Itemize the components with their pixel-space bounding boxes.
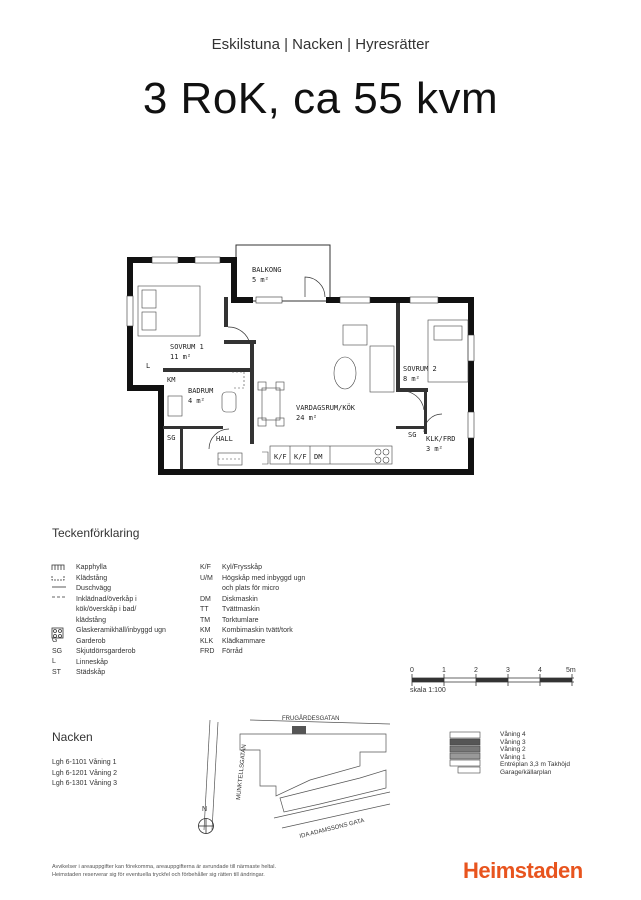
project-subtitle: Eskilstuna | Nacken | Hyresrätter [211,36,430,53]
room-name: SOVRUM 2 [403,365,437,373]
room-name: KLK/FRD [426,435,456,443]
legend-code: L [52,658,56,665]
compass-icon [197,817,215,835]
legend-text: Torktumlare [222,616,259,624]
legend-text: Förråd [222,648,243,655]
interior-walls [163,297,428,469]
legend-item [200,647,305,658]
room-sovrum-1 [170,342,204,362]
room-sovrum-2 [403,364,437,384]
legend-item [200,616,305,627]
legend-left-codes [52,636,62,678]
legend-item: klädstång [76,616,106,624]
scale-bar [404,662,584,690]
legend-item: Inklädnad/överkåp i [76,595,137,603]
north-label: N [202,806,208,813]
scale-tick: 2 [474,667,478,674]
room-area: 3 m² [426,445,443,453]
hanger-rod-icon [52,576,64,580]
room-balkong [252,265,282,285]
page-title: 3 RoK, ca 55 kvm [142,74,499,123]
legend-code: U/M [200,574,213,582]
location-title: Nacken [52,730,93,744]
legend-code: FRD [200,648,215,655]
legend-item [200,563,305,574]
legend-right-list [200,563,305,658]
legend-code: KM [200,627,211,634]
coat-rack-icon [52,565,64,570]
scale-tick: 5m [566,667,576,674]
legend-text: Klädkammare [222,637,266,645]
legend-item [200,605,305,616]
legend-text: och plats för micro [222,585,280,592]
room-area: 5 m² [252,276,269,284]
tag-kf: K/F [294,453,307,461]
legend-text: Kombimaskin tvätt/tork [222,627,293,634]
tag-sg: SG [167,434,176,442]
legend-code: SG [52,647,63,655]
room-vardagsrum [296,403,355,423]
legend-text: Högskåp med inbyggd ugn [222,574,306,582]
street-label: MUNKTELLSGATAN [236,744,248,801]
building-section [446,726,502,782]
legend-code: TT [200,606,209,613]
legend-text: Kyl/Frysskåp [222,564,263,571]
legend-item [200,574,305,585]
legend-item [200,595,305,606]
legend-code: ST [52,668,61,676]
legend-code [200,584,222,595]
scale-tick: 0 [410,667,414,674]
legend-item [200,584,305,595]
legend-code: TM [200,616,211,624]
legend-item: kök/överskåp i bad/ [76,606,137,613]
legend-code: G [52,637,58,644]
disclaimer [52,863,276,879]
scale-tick: 4 [538,667,542,674]
legend-item: Kapphylla [76,564,107,571]
room-name: SOVRUM 1 [170,343,204,351]
legend-text: Diskmaskin [222,595,258,603]
building-marker [292,726,306,734]
legend-title: Teckenförklaring [52,526,140,540]
legend-code: KLK [200,637,214,645]
level-label: Våning 1 [500,753,526,761]
tag-sg: SG [408,431,417,439]
legend-item [200,637,305,648]
legend-item: Linneskåp [76,658,108,666]
legend-item: Klädstång [76,574,108,582]
room-area: 4 m² [188,397,205,405]
room-badrum [188,386,213,406]
apartment-list [52,758,117,790]
legend-item: Duschvägg [76,585,112,592]
room-area: 8 m² [403,375,420,383]
legend-item: Städskåp [76,669,106,676]
tag-hall: HALL [216,435,233,443]
level-label: Entréplan 3,3 m Takhöjd [500,761,570,769]
legend-code: DM [200,595,211,603]
scale-tick: 1 [442,667,446,674]
apartment-item: Lgh 6-1201 Våning 2 [52,769,117,777]
legend-code: K/F [200,564,211,571]
legend-item [200,626,305,637]
disclaimer-line: Avvikelser i areauppgifter kan förekomma, areauppgifterna är avrundade till närmaste heltal. [52,864,276,870]
tag-dm: DM [314,453,323,461]
level-label: Våning 4 [500,731,526,738]
room-name: VARDAGSRUM/KÖK [296,404,356,412]
section-levels [500,731,570,777]
legend-item: Skjutdörrsgarderob [76,648,136,655]
site-map [190,700,410,840]
room-area: 11 m² [170,353,192,361]
room-klk-frd [426,434,456,454]
tag-kf: K/F [274,453,287,461]
room-area: 24 m² [296,414,318,422]
scale-tick: 3 [506,667,510,674]
street-label: IDA ADAMSSONS GATA [299,818,365,840]
level-label: Garage/källarplan [500,768,552,776]
legend-item: Garderob [76,637,106,645]
room-name: BALKONG [252,266,282,274]
legend-left-list [76,563,166,679]
brand-logo: Heimstaden [463,858,583,883]
room-name: BADRUM [188,387,214,395]
apartment-item: Lgh 6-1101 Våning 1 [52,759,117,766]
tag-l: L [146,362,151,370]
scale-label: skala 1:100 [410,687,446,694]
legend-text: Tvättmaskin [222,606,260,613]
tag-km: KM [167,376,176,384]
street-label: FRUGÅRDESGATAN [282,716,340,722]
level-label: Våning 3 [500,738,526,746]
level-label: Våning 2 [500,746,526,754]
apartment-item: Lgh 6-1301 Våning 3 [52,780,117,787]
balcony-outline [236,245,330,301]
legend-item: Glaskeramikhäll/inbyggd ugn [76,627,166,634]
disclaimer-line: Heimstaden reserverar sig för eventuella tryckfel och förbehåller sig rätten till ändringar. [52,872,265,878]
